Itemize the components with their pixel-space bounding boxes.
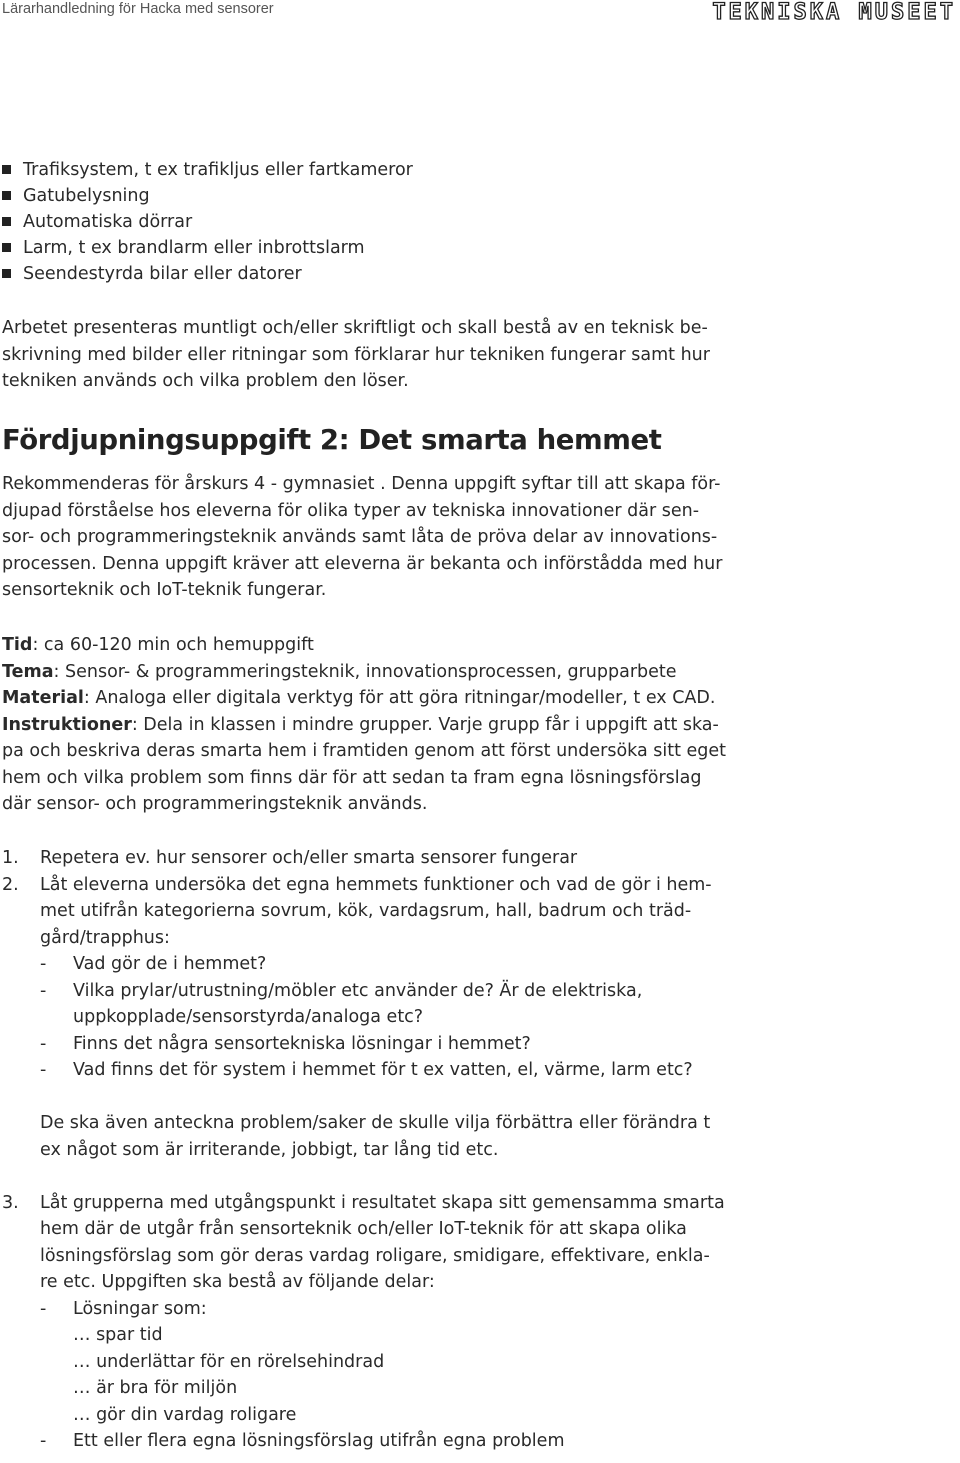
square-bullet-icon [2, 269, 11, 278]
tema-value: : Sensor- & programmeringsteknik, innovationsprocessen, grupparbete [53, 661, 677, 682]
note-line [2, 1137, 902, 1164]
step-text: Låt grupperna med utgångspunkt i resultatet skapa sitt gemensamma smarta [40, 1192, 725, 1213]
step-number: 2. [2, 874, 19, 895]
sub-item [2, 951, 902, 978]
sub-item-text: Vad finns det för system i hemmet för t ex vatten, el, värme, larm etc? [73, 1060, 693, 1080]
step-text-row [2, 1216, 902, 1243]
paragraph-line: där sensor- och programmeringsteknik används. [2, 794, 428, 814]
sub-item [2, 1428, 902, 1455]
sub-sub-item [2, 1349, 902, 1376]
tema-line [2, 659, 726, 686]
document-header-title: Lärarhandledning för Hacka med sensorer [2, 1, 274, 17]
paragraph-line: djupad förståelse hos eleverna för olika typer av tekniska innovationer där sen- [2, 500, 700, 521]
square-bullet-icon [2, 165, 11, 174]
tid-value: : ca 60-120 min och hemuppgift [32, 635, 314, 655]
sub-item [2, 1296, 902, 1323]
paragraph-line: Rekommenderas för årskurs 4 - gymnasiet . Denna uppgift syftar till att skapa för- [2, 474, 721, 494]
list-item-text: Larm, t ex brandlarm eller inbrottslarm [23, 238, 365, 258]
dash-marker: - [40, 1033, 47, 1054]
paragraph-line: sor- och programmeringsteknik används samt låta de pröva delar av innovations- [2, 527, 718, 547]
example-bullet-list [2, 157, 413, 287]
list-item [2, 261, 413, 287]
note-text: De ska även anteckna problem/saker de skulle vilja förbättra eller förändra t [40, 1113, 711, 1133]
paragraph-line: hem och vilka problem som finns där för att sedan ta fram egna lösningsförslag [2, 767, 702, 788]
list-item [2, 157, 413, 183]
note-text: ex något som är irriterande, jobbigt, tar lång tid etc. [40, 1139, 499, 1160]
square-bullet-icon [2, 217, 11, 226]
dash-marker: - [40, 954, 47, 974]
tema-label: Tema [2, 661, 54, 682]
info-block [2, 632, 726, 818]
paragraph-line: tekniken används och vilka problem den löser. [2, 371, 409, 391]
sub-sub-item [2, 1402, 902, 1429]
step-text: hem där de utgår från sensorteknik och/eller IoT-teknik för att skapa olika [40, 1219, 687, 1239]
paragraph-line: processen. Denna uppgift kräver att eleverna är bekanta och införstådda med hur [2, 553, 723, 574]
sub-sub-item-text: … gör din vardag roligare [73, 1404, 297, 1425]
step-text-row [2, 898, 902, 925]
step-number: 1. [2, 848, 19, 868]
sub-item-continuation [2, 1004, 902, 1031]
tekniska-museet-logo: TEKNISKA MUSEET [712, 0, 956, 25]
steps-list [2, 845, 902, 1455]
step-text: re etc. Uppgiften ska bestå av följande delar: [40, 1272, 435, 1292]
tid-label: Tid [2, 635, 33, 655]
sub-sub-item [2, 1375, 902, 1402]
list-item-text: Seendestyrda bilar eller datorer [23, 264, 302, 284]
dash-marker: - [40, 1431, 47, 1451]
step-3 [2, 1190, 902, 1217]
square-bullet-icon [2, 191, 11, 200]
sub-sub-item-text: … underlättar för en rörelsehindrad [73, 1351, 385, 1372]
sub-item-text: Lösningar som: [73, 1298, 207, 1319]
step-text-row [2, 1243, 902, 1270]
tid-line [2, 632, 726, 659]
sub-item-text: Finns det några sensortekniska lösningar i hemmet? [73, 1033, 531, 1054]
paragraph-line: pa och beskriva deras smarta hem i framtiden genom att först undersöka sitt eget [2, 741, 727, 761]
list-item [2, 235, 413, 261]
material-line [2, 685, 726, 712]
sub-item [2, 978, 902, 1005]
dash-marker: - [40, 1298, 47, 1319]
sub-item [2, 1031, 902, 1058]
material-label: Material [2, 688, 84, 708]
sub-item-text: uppkopplade/sensorstyrda/analoga etc? [73, 1007, 424, 1027]
paragraph-line: sensorteknik och IoT-teknik fungerar. [2, 580, 327, 600]
instructions-line [2, 712, 726, 739]
sub-item-text: Vad gör de i hemmet? [73, 954, 267, 974]
sub-sub-item-text: … spar tid [73, 1325, 163, 1345]
dash-marker: - [40, 980, 47, 1001]
step-text: gård/trapphus: [40, 927, 170, 948]
square-bullet-icon [2, 243, 11, 252]
step-text: met utifrån kategorierna sovrum, kök, vardagsrum, hall, badrum och träd- [40, 901, 692, 921]
dash-marker: - [40, 1060, 47, 1080]
step-text: Repetera ev. hur sensorer och/eller smarta sensorer fungerar [40, 848, 578, 868]
sub-item [2, 1057, 902, 1084]
step-2 [2, 872, 902, 899]
intro-paragraph [2, 315, 710, 395]
section-paragraph [2, 471, 722, 604]
step-1 [2, 845, 902, 872]
instructions-label: Instruktioner [2, 714, 132, 735]
paragraph-line: skrivning med bilder eller ritningar som förklarar hur tekniken fungerar samt hur [2, 344, 710, 365]
list-item-text: Automatiska dörrar [23, 212, 193, 232]
step-text: lösningsförslag som gör deras vardag roligare, smidigare, effektivare, enkla- [40, 1245, 710, 1266]
step-text-row [2, 1269, 902, 1296]
list-item-text: Gatubelysning [23, 186, 150, 206]
sub-item-text: Vilka prylar/utrustning/möbler etc använder de? Är de elektriska, [73, 980, 643, 1001]
list-item [2, 209, 413, 235]
list-item [2, 183, 413, 209]
step-number: 3. [2, 1192, 19, 1213]
instructions-text: : Dela in klassen i mindre grupper. Varje grupp får i uppgift att ska- [131, 714, 719, 735]
paragraph-line: Arbetet presenteras muntligt och/eller skriftligt och skall bestå av en teknisk be- [2, 318, 708, 338]
material-value: : Analoga eller digitala verktyg för att göra ritningar/modeller, t ex CAD. [83, 688, 716, 708]
list-item-text: Trafiksystem, t ex trafikljus eller fartkameror [23, 160, 413, 180]
sub-sub-item-text: … är bra för miljön [73, 1378, 238, 1398]
step-text-row [2, 925, 902, 952]
section-heading: Fördjupningsuppgift 2: Det smarta hemmet [2, 424, 662, 456]
spacer [2, 1084, 902, 1111]
spacer [2, 1163, 902, 1190]
sub-sub-item [2, 1322, 902, 1349]
step-text: Låt eleverna undersöka det egna hemmets funktioner och vad de gör i hem- [40, 874, 712, 895]
note-line [2, 1110, 902, 1137]
sub-item-text: Ett eller flera egna lösningsförslag utifrån egna problem [73, 1431, 565, 1451]
